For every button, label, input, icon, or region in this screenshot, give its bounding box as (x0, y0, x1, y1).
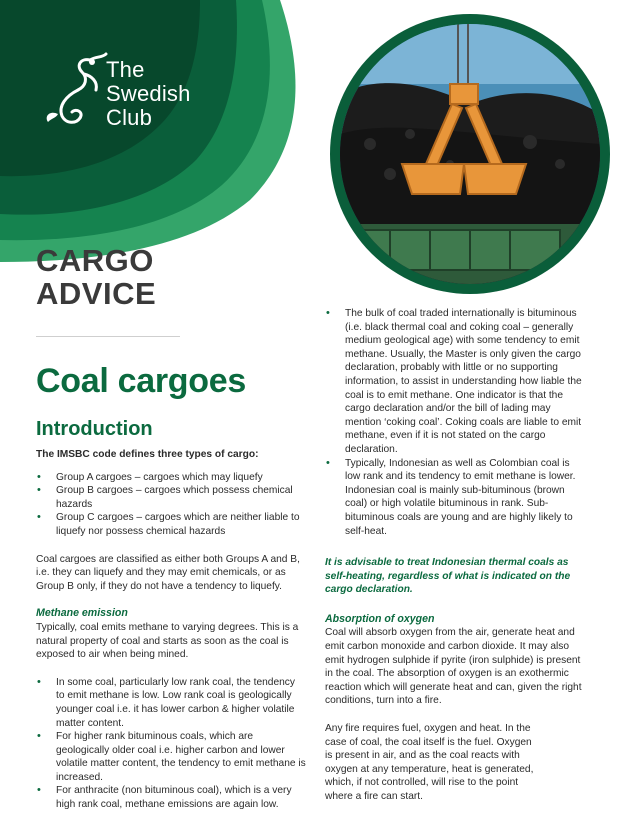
brand-name-line1: The (106, 57, 145, 82)
classification-paragraph: Coal cargoes are classified as either both Groups A and B, i.e. they can liquefy and they may emit chemicals, or as Group B only, if they do not have a tendency to liquefy. (36, 553, 300, 592)
methane-list (36, 676, 306, 812)
oxygen-paragraph: Coal will absorb oxygen from the air, generate heat and emit carbon monoxide and carbon dioxide. It may also emit hydrogen sulphide if pyrite (iron sulphide) is present in the coal. The absorption of oxygen is an exothermic reaction which will generate heat and can, given the right conditions, turn into a fire. (325, 627, 582, 707)
page-title: Coal cargoes (36, 362, 246, 400)
advice-note: It is advisable to treat Indonesian thermal coals as self-heating, regardless of what is indicated on the cargo declaration. (325, 557, 571, 596)
divider (36, 336, 180, 337)
methane-heading: Methane emission (36, 607, 128, 620)
cargo-advice-heading (36, 244, 156, 310)
cargo-advice-line2: ADVICE (36, 276, 157, 311)
list-item: • Group B cargoes – cargoes which possess chemical hazards (36, 484, 306, 511)
brand-name (106, 58, 191, 130)
list-item: • For higher rank bituminous coals, which are geologically older coal i.e. higher carbon and lower volatile matter content, the tendency to emit methane is increased. (36, 730, 306, 784)
methane-paragraph: Typically, coal emits methane to varying degrees. This is a natural property of coal and starts as soon as the coal is exposed to air when being mined. (36, 621, 299, 661)
coal-grab-crane-photo (340, 24, 600, 284)
left-column (36, 448, 306, 826)
cargo-advice-line1: CARGO (36, 243, 154, 278)
section-heading-introduction: Introduction (36, 418, 153, 440)
list-item: • The bulk of coal traded internationally is bituminous (i.e. black thermal coal and coking coal – generally medium geological age) with some tendency to emit methane. Usually, the Master is only given the cargo declaration, probably with little or no supporting information, to assist in understanding how liable the coal is to emit methane. One indicator is that the cargo declaration and/or the bill of lading may mention ‘coking coal’. Coking coals are liable to emit methane, even if it is not stated on the cargo declaration. (325, 307, 587, 457)
list-item: • Group C cargoes – cargoes which are neither liable to liquefy nor possess chemical hazards (36, 511, 306, 538)
brand-name-line3: Club (106, 105, 153, 130)
right-column (325, 307, 587, 813)
cargo-types-list (36, 471, 306, 539)
list-item: • In some coal, particularly low rank coal, the tendency to emit methane is low. Low rank coal is geologically younger coal i.e. it has lower carbon & higher volatile matter content. (36, 676, 306, 730)
list-item: • Group A cargoes – cargoes which may liquefy (36, 471, 306, 485)
brand-name-line2: Swedish (106, 81, 191, 106)
list-item: • For anthracite (non bituminous coal), which is a very high rank coal, methane emissions are again low. (36, 784, 306, 811)
coal-rank-list (325, 307, 587, 538)
oxygen-heading: Absorption of oxygen (325, 612, 435, 625)
list-item: • Typically, Indonesian as well as Colombian coal is low rank and its tendency to emit methane is lower. Indonesian coal is mainly sub-bituminous (brown coal) or high volatile bituminous in rank. Sub-bituminous coals are young and are highly likely to self-heat. (325, 457, 587, 539)
fire-paragraph: Any fire requires fuel, oxygen and heat. In the case of coal, the coal itself is the fuel. Oxygen is present in air, and as the coal reacts with oxygen at any temperature, heat is generated, which, if not controlled, will rise to the point where a fire can start. (325, 723, 534, 802)
intro-text: The IMSBC code defines three types of cargo: (36, 449, 259, 460)
